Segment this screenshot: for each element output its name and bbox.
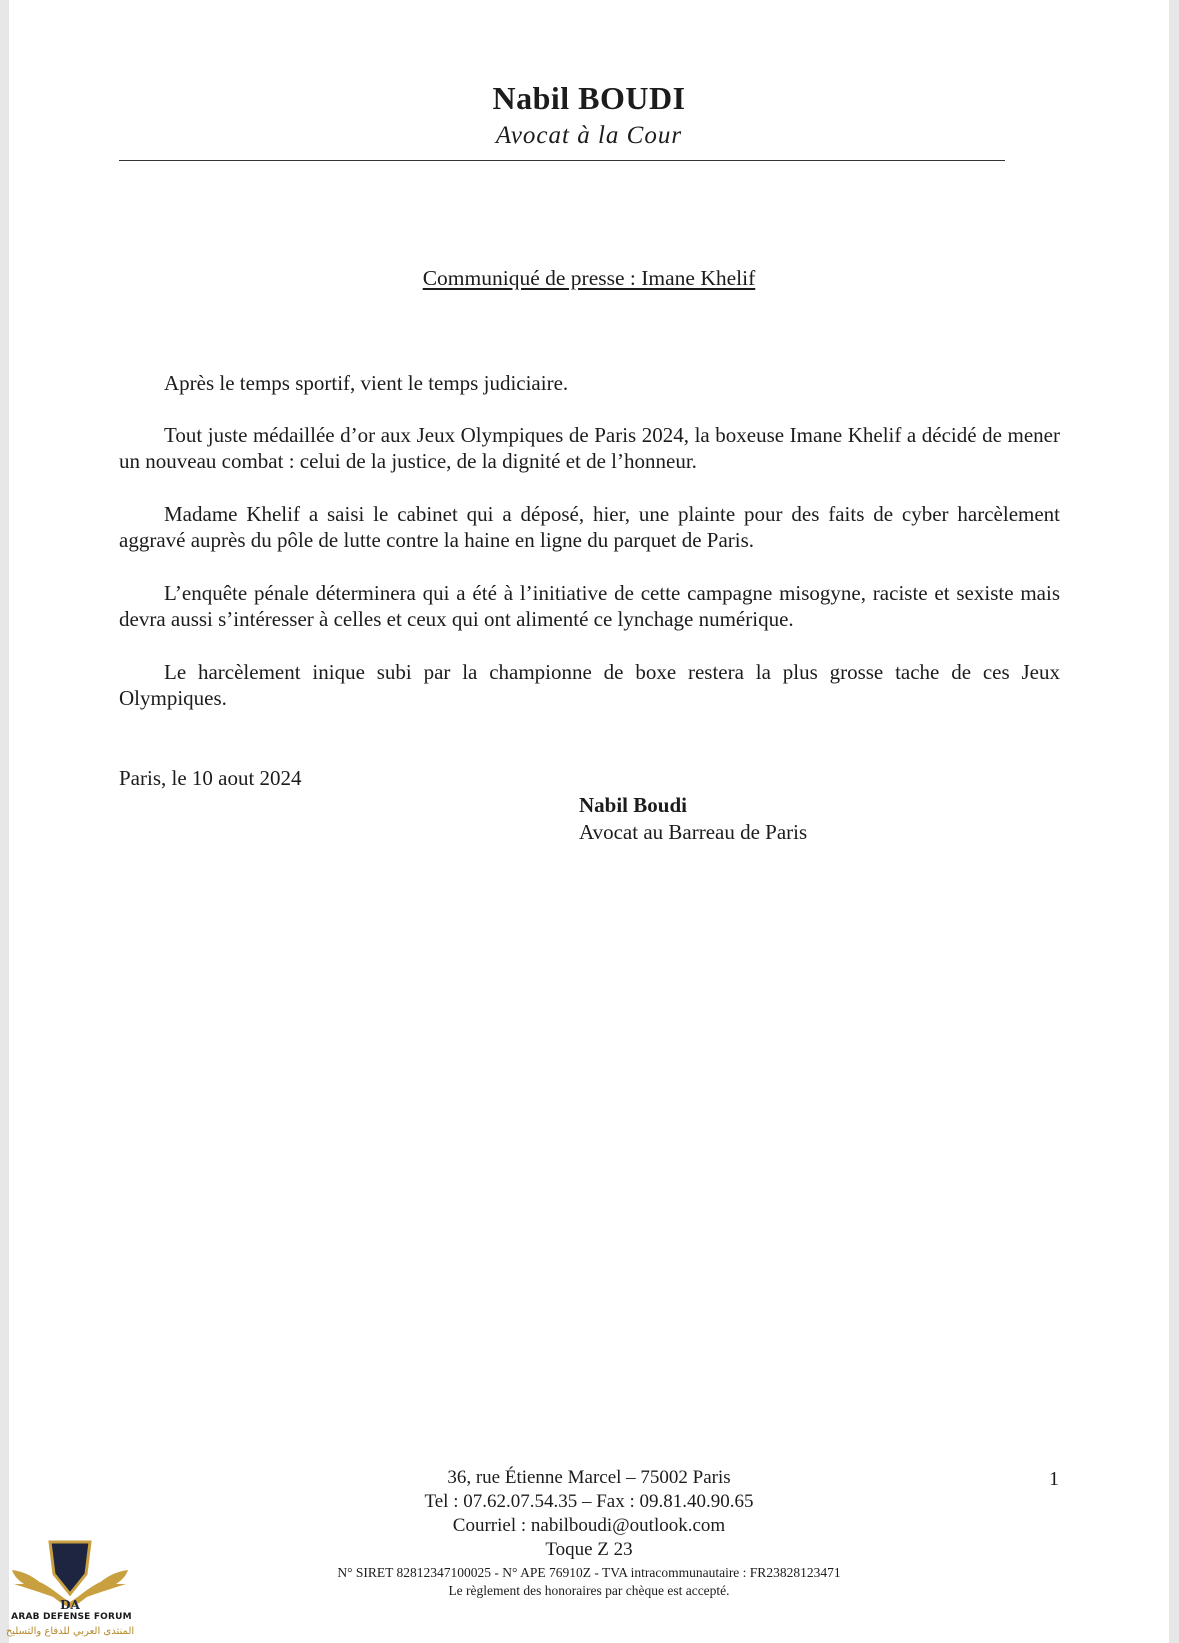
signature-name: Nabil Boudi	[579, 793, 687, 817]
page-number: 1	[1049, 1468, 1059, 1490]
date-line: Paris, le 10 aout 2024	[119, 766, 302, 790]
letterhead-subtitle: Avocat à la Cour	[495, 122, 683, 149]
footer-email: Courriel : nabilboudi@outlook.com	[452, 1515, 726, 1536]
logo-wing-left	[12, 1570, 56, 1598]
logo-forum-name: ARAB DEFENSE FORUM	[11, 1612, 132, 1622]
paragraph-5: Le harcèlement inique subi par la championne de boxe restera la plus grosse tache de ces Jeux Olympiques.	[119, 660, 1060, 710]
logo-shield	[50, 1542, 90, 1594]
logo-initials: DA	[60, 1598, 80, 1612]
paragraph-3: Madame Khelif a saisi le cabinet qui a déposé, hier, une plainte pour des faits de cyber harcèlement aggravé auprès du pôle de lutte contre la haine en ligne du parquet de Paris.	[119, 502, 1060, 552]
document-page	[9, 0, 1169, 1643]
footer-toque: Toque Z 23	[545, 1539, 633, 1560]
footer-phone: Tel : 07.62.07.54.35 – Fax : 09.81.40.90.65	[424, 1491, 754, 1512]
letterhead-name: Nabil BOUDI	[492, 80, 686, 116]
paragraph-1: Après le temps sportif, vient le temps judiciaire.	[164, 371, 569, 395]
footer-siret: N° SIRET 82812347100025 - N° APE 76910Z - TVA intracommunautaire : FR23828123471	[337, 1565, 841, 1580]
logo-wing-right	[84, 1570, 128, 1598]
paragraph-2: Tout juste médaillée d’or aux Jeux Olympiques de Paris 2024, la boxeuse Imane Khelif a décidé de mener un nouveau combat : celui de la justice, de la dignité et de l’honneur.	[119, 423, 1060, 473]
paragraph-4: L’enquête pénale déterminera qui a été à l’initiative de cette campagne misogyne, raciste et sexiste mais devra aussi s’intéresser à celles et ceux qui ont alimenté ce lynchage numérique.	[119, 581, 1060, 631]
signature-role: Avocat au Barreau de Paris	[579, 820, 808, 844]
press-release-title: Communiqué de presse : Imane Khelif	[422, 266, 756, 290]
footer-address: 36, rue Étienne Marcel – 75002 Paris	[447, 1467, 731, 1488]
footer-payment: Le règlement des honoraires par chèque est accepté.	[448, 1583, 730, 1598]
logo-forum-arabic: المنتدى العربي للدفاع والتسليح	[5, 1626, 135, 1637]
letterhead-divider	[119, 160, 1005, 161]
